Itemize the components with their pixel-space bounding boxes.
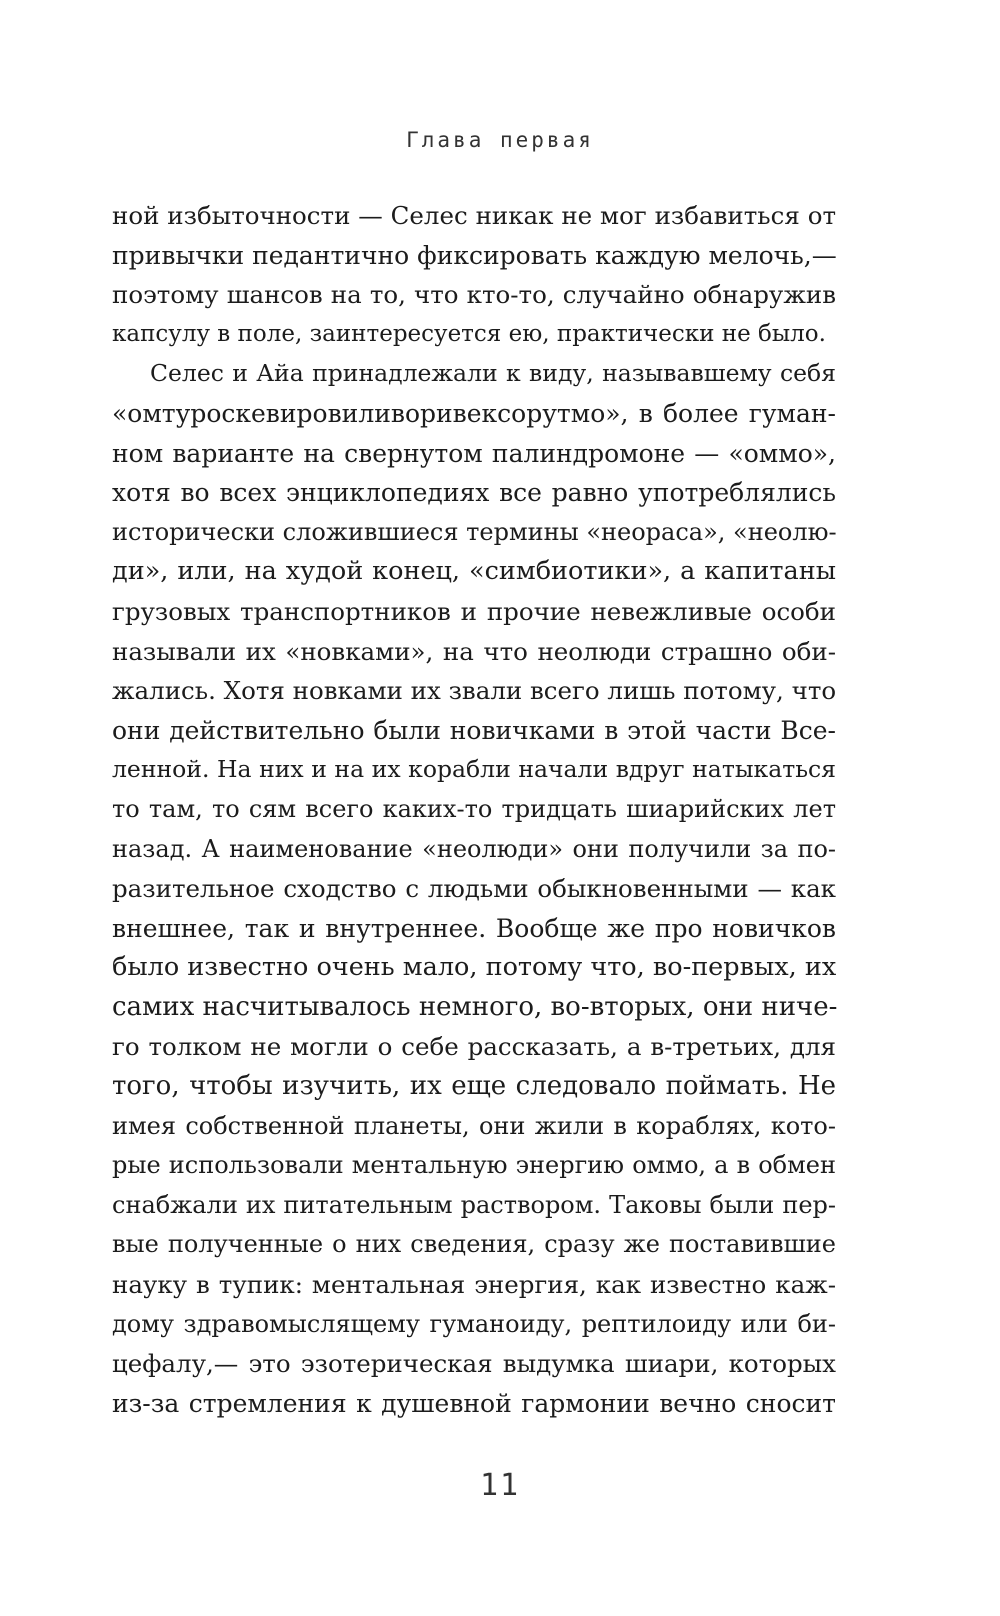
text-line: ленной. На них и на их корабли начали вдруг натыкаться bbox=[112, 755, 836, 784]
text-line: ном варианте на свернутом палиндромоне — «оммо», bbox=[112, 438, 836, 468]
text-line: науку в тупик: ментальная энергия, как известно каж- bbox=[112, 1270, 836, 1300]
text-line: ной избыточности — Селес никак не мог избавиться от bbox=[112, 201, 836, 230]
text-line: из-за стремления к душевной гармонии вечно сносит bbox=[112, 1388, 836, 1418]
body-text bbox=[112, 196, 836, 1423]
running-head: Глава первая bbox=[406, 128, 594, 152]
text-line: рые использовали ментальную энергию оммо, а в обмен bbox=[112, 1151, 836, 1180]
text-line: назад. А наименование «неолюди» они получили за по- bbox=[112, 834, 836, 863]
text-line: имея собственной планеты, они жили в кораблях, кото- bbox=[112, 1111, 836, 1140]
text-line: жались. Хотя новками их звали всего лишь потому, что bbox=[112, 676, 837, 706]
text-line: разительное сходство с людьми обыкновенными — как bbox=[112, 874, 836, 904]
text-line: «омтуроскевировиливоривексорутмо», в более гуман- bbox=[112, 398, 836, 428]
text-line: снабжали их питательным раствором. Таковы были пер- bbox=[112, 1190, 836, 1219]
text-line: исторически сложившиеся термины «неораса», «неолю- bbox=[112, 517, 837, 546]
text-line: то там, то сям всего каких-то тридцать шиарийских лет bbox=[112, 794, 836, 823]
text-line: было известно очень мало, потому что, во-первых, их bbox=[112, 952, 837, 983]
text-line: капсулу в поле, заинтересуется ею, практически не было. bbox=[112, 320, 826, 347]
text-line: вые полученные о них сведения, сразу же поставившие bbox=[112, 1230, 836, 1259]
page-number: 11 bbox=[479, 1468, 521, 1503]
text-line: привычки педантично фиксировать каждую мелочь,— bbox=[112, 240, 837, 270]
text-line: называли их «новками», на что неолюди страшно оби- bbox=[112, 636, 836, 666]
text-line: хотя во всех энциклопедиях все равно употреблялись bbox=[112, 478, 836, 508]
text-line: дому здравомыслящему гуманоиду, рептилоиду или би- bbox=[112, 1309, 836, 1338]
text-line: цефалу,— это эзотерическая выдумка шиари, которых bbox=[112, 1349, 836, 1379]
text-line: ди», или, на худой конец, «симбиотики», а капитаны bbox=[112, 556, 836, 587]
text-line: того, чтобы изучить, их еще следовало поймать. Не bbox=[112, 1071, 836, 1102]
text-line: Селес и Айа принадлежали к виду, называвшему себя bbox=[150, 359, 836, 388]
text-line: самих насчитывалось немного, во-вторых, они ниче- bbox=[112, 991, 838, 1022]
text-line: го толком не могли о себе рассказать, а в-третьих, для bbox=[112, 1032, 836, 1062]
text-line: грузовых транспортников и прочие невежливые особи bbox=[112, 596, 836, 626]
text-line: они действительно были новичками в этой части Все- bbox=[112, 715, 836, 745]
text-line: внешнее, так и внутреннее. Вообще же про новичков bbox=[112, 913, 836, 943]
text-line: поэтому шансов на то, что кто-то, случайно обнаружив bbox=[112, 280, 836, 310]
